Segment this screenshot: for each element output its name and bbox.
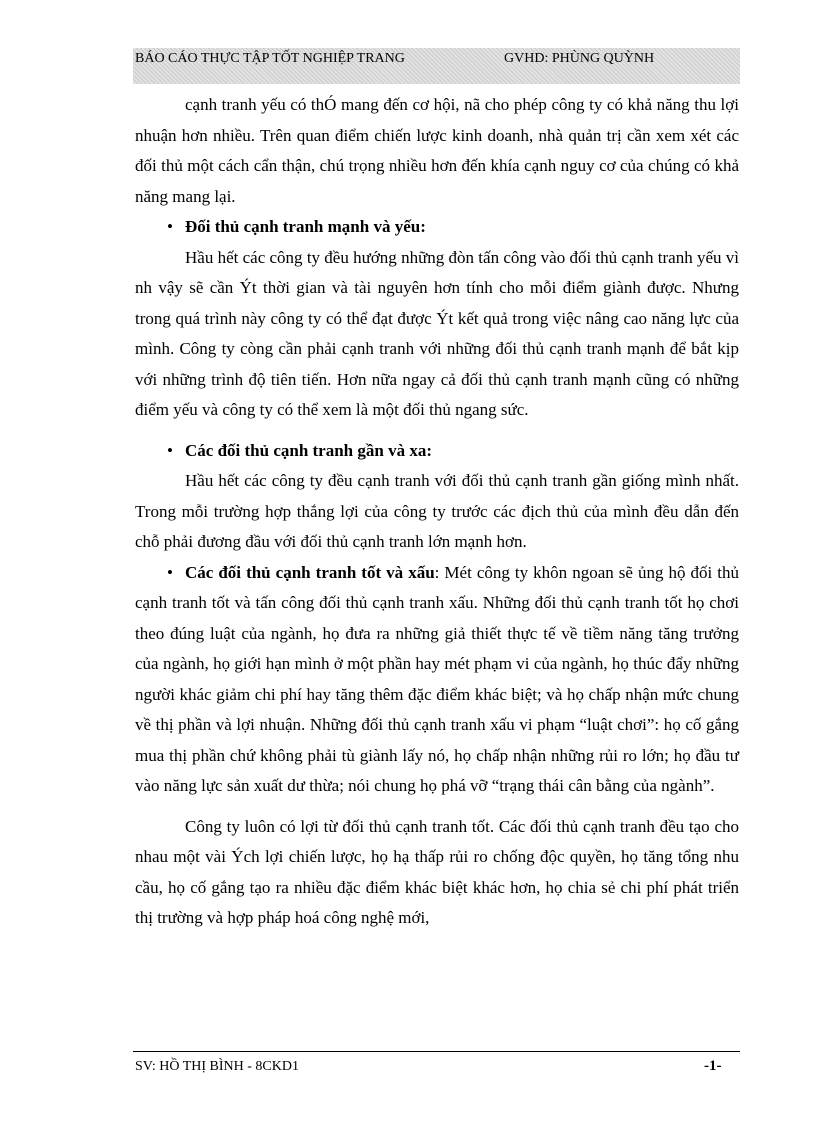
bullet-icon: • [167,440,173,460]
footer-student: SV: HỒ THỊ BÌNH - 8CKD1 [135,1059,299,1074]
paragraph-intro: cạnh tranh yếu có thÓ mang đến cơ hội, nã cho phép công ty có khả năng thu lợi nhuận hơn nhiều. Trên quan điểm chiến lược kinh doanh, nhà quản trị cần xem xét các đối thủ một cách cẩn thận, chú trọng nhiều hơn đến khía cạnh nguy cơ của chúng có khả năng mang lại. [135,95,739,206]
page-number: -1- [704,1058,722,1074]
bullet-icon: • [167,217,173,236]
header-report-title: BÁO CÁO THỰC TẬP TỐT NGHIỆP TRANG [135,51,405,66]
bullet-strong-weak [135,212,739,243]
page-header [133,48,740,84]
bullet-title: Các đối thủ cạnh tranh gần và xa: [185,440,433,460]
bullet-text: : Mét công ty khôn ngoan sẽ ủng hộ đối thủ cạnh tranh tốt và tấn công đối thủ cạnh tranh xấu. Những đối thủ cạnh tranh tốt họ chơi theo đúng luật của ngành, họ đưa ra những giả thiết thực tế về tiềm năng tăng trưởng của ngành, họ giới hạn mình ở một phần hay mét phạm vi của ngành, họ thúc đẩy những người khác giảm chi phí hay tăng thêm đặc điểm khác biệt; và họ chấp nhận mức chung về thị phần và lợi nhuận. Những đối thủ cạnh tranh xấu vi phạm “luật chơi”: họ cố gắng mua thị phần chứ không phải tù giành lấy nó, họ chấp nhận những rủi ro lớn; họ đầu tư vào năng lực sản xuất dư thừa; nói chung họ phá vỡ “trạng thái cân bằng của ngành”. [135,562,740,795]
bullet-icon: • [167,562,173,582]
bullet-title: Đối thủ cạnh tranh mạnh và yếu: [185,217,426,236]
document-body [135,90,739,934]
bullet-title: Các đối thủ cạnh tranh tốt và xấu [185,562,435,582]
footer-divider [133,1051,740,1052]
bullet-good-bad [135,558,739,802]
header-advisor: GVHD: PHÙNG QUỲNH [504,51,655,66]
paragraph-near-far: Hầu hết các công ty đều cạnh tranh với đối thủ cạnh tranh gần giống mình nhất. Trong mỗi trường hợp thắng lợi của công ty trước các địch thủ của mình đều dẫn đến chỗ phải đương đầu với đối thủ cạnh tranh lớn mạnh hơn. [135,471,739,551]
paragraph-strong-weak: Hầu hết các công ty đều hướng những đòn tấn công vào đối thủ cạnh tranh yếu vì nh vậy sẽ cần Ýt thời gian và tài nguyên hơn tính cho mỗi điểm giành được. Nhưng trong quá trình này công ty có thể đạt được Ýt kết quả trong việc nâng cao năng lực của mình. Công ty còng cần phải cạnh tranh với những đối thủ cạnh tranh mạnh để bắt kịp với những trình độ tiên tiến. Hơn nữa ngay cả đối thủ cạnh tranh mạnh cũng có những điểm yếu và công ty có thể xem là một đối thủ ngang sức. [135,247,739,419]
bullet-near-far [135,436,739,467]
paragraph-benefits: Công ty luôn có lợi từ đối thủ cạnh tranh tốt. Các đối thủ cạnh tranh đều tạo cho nhau một vài Ých lợi chiến lược, họ hạ thấp rủi ro chống độc quyền, họ tăng tổng nhu cầu, họ cố gắng tạo ra nhiều đặc điểm khác biệt khác hơn, họ chia sẻ chi phí phát triển thị trường và hợp pháp hoá công nghệ mới, [135,816,739,927]
